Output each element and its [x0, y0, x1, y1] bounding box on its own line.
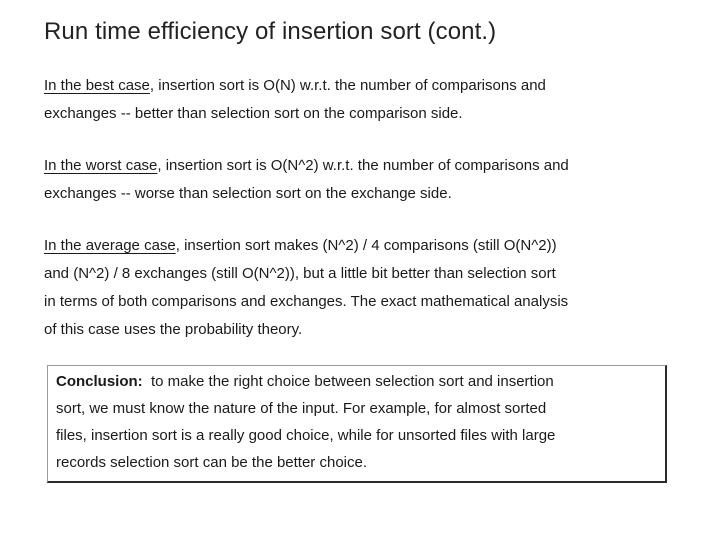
- worst-case-line-1: [44, 152, 674, 180]
- average-case-line-1: [44, 232, 674, 260]
- conclusion-line-4: records selection sort can be the better choice.: [56, 454, 368, 471]
- conclusion-line-3: files, insertion sort is a really good choice, while for unsorted files with large: [56, 427, 556, 444]
- conclusion-line-1: [56, 368, 665, 395]
- best-case-line-1: [44, 72, 674, 100]
- worst-case-line-2: exchanges -- worse than selection sort on the exchange side.: [44, 185, 452, 202]
- best-case-label: In the best case: [44, 77, 150, 94]
- worst-case-text: , insertion sort is O(N^2) w.r.t. the number of comparisons and: [157, 157, 569, 174]
- average-case-line-3: in terms of both comparisons and exchanges. The exact mathematical analysis: [44, 293, 569, 310]
- average-case-line-2: and (N^2) / 8 exchanges (still O(N^2)), but a little bit better than selection sort: [44, 265, 556, 282]
- conclusion-line-2: sort, we must know the nature of the input. For example, for almost sorted: [56, 400, 547, 417]
- best-case-paragraph: [44, 72, 674, 128]
- conclusion-label: Conclusion:: [56, 373, 143, 390]
- worst-case-paragraph: [44, 152, 674, 208]
- conclusion-text: to make the right choice between selection sort and insertion: [142, 373, 554, 390]
- average-case-text: , insertion sort makes (N^2) / 4 comparisons (still O(N^2)): [175, 237, 557, 254]
- average-case-label: In the average case: [44, 237, 176, 254]
- average-case-line-4: of this case uses the probability theory.: [44, 321, 303, 338]
- best-case-line-2: exchanges -- better than selection sort on the comparison side.: [44, 105, 463, 122]
- average-case-paragraph: [44, 232, 674, 344]
- conclusion-box: [47, 365, 667, 483]
- worst-case-label: In the worst case: [44, 157, 158, 174]
- slide-title: Run time efficiency of insertion sort (cont.): [44, 18, 497, 45]
- best-case-text: , insertion sort is O(N) w.r.t. the number of comparisons and: [149, 77, 546, 94]
